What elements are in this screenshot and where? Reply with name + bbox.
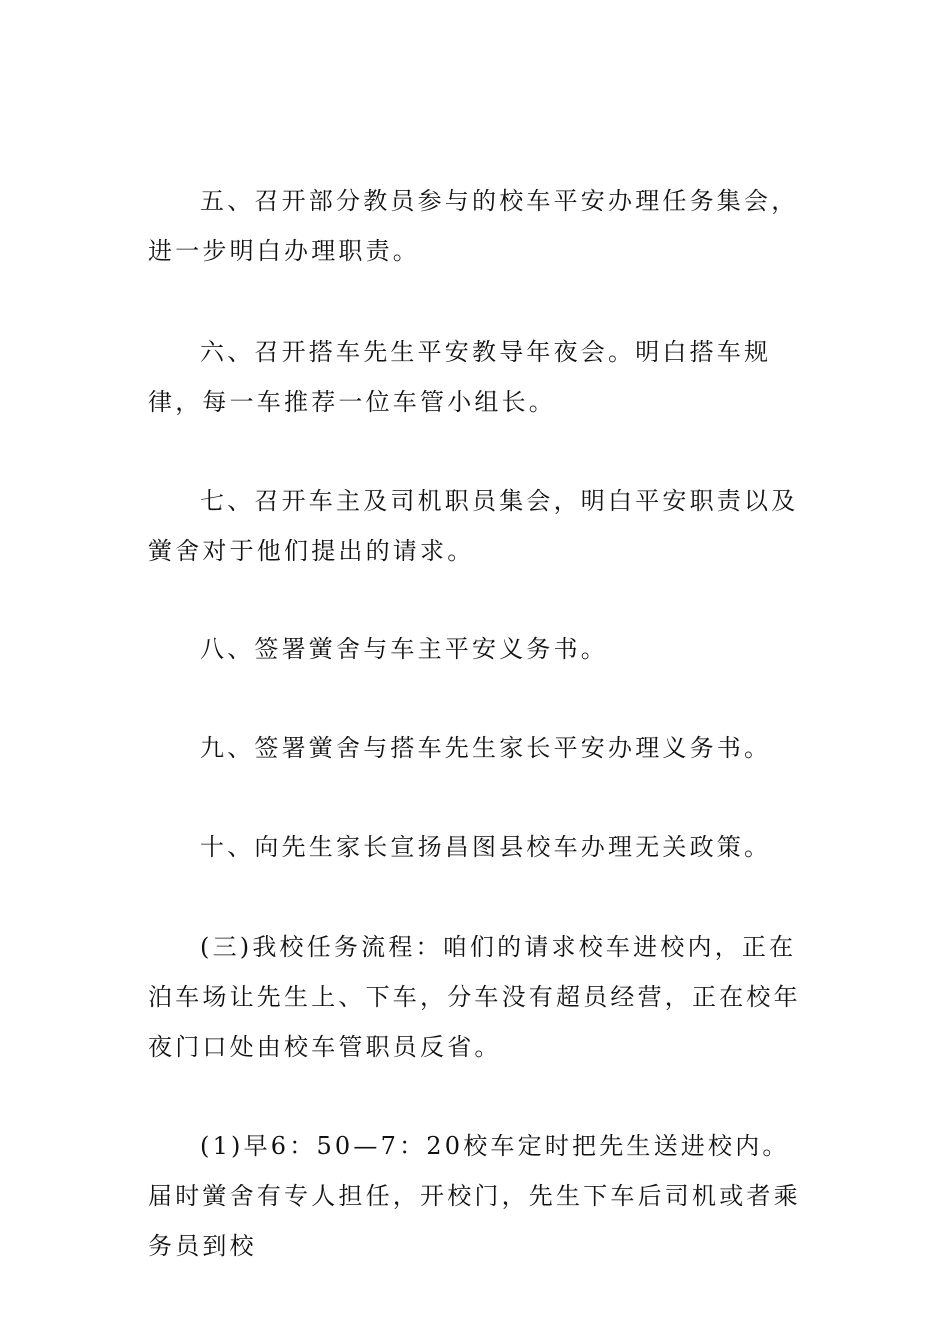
paragraph-10: 十、向先生家长宣扬昌图县校车办理无关政策。	[200, 833, 772, 861]
paragraph-8: 八、签署黉舍与车主平安义务书。	[200, 635, 608, 663]
paragraph-schedule-1: (1)早6：50—7：20校车定时把先生送进校内。届时黉舍有专人担任，开校门，先生下车后司机或者乘务员到校	[148, 1132, 801, 1260]
paragraph-workflow: (三)我校任务流程：咱们的请求校车进校内，正在泊车场让先生上、下车，分车没有超员经营，正在校年夜门口处由校车管职员反省。	[148, 933, 801, 1061]
paragraph-9: 九、签署黉舍与搭车先生家长平安办理义务书。	[200, 734, 772, 762]
paragraph-6: 六、召开搭车先生平安教导年夜会。明白搭车规律，每一车推荐一位车管小组长。	[148, 338, 772, 416]
paragraph-5: 五、召开部分教员参与的校车平安办理任务集会，进一步明白办理职责。	[148, 187, 799, 265]
paragraph-7: 七、召开车主及司机职员集会，明白平安职责以及黉舍对于他们提出的请求。	[148, 487, 799, 565]
